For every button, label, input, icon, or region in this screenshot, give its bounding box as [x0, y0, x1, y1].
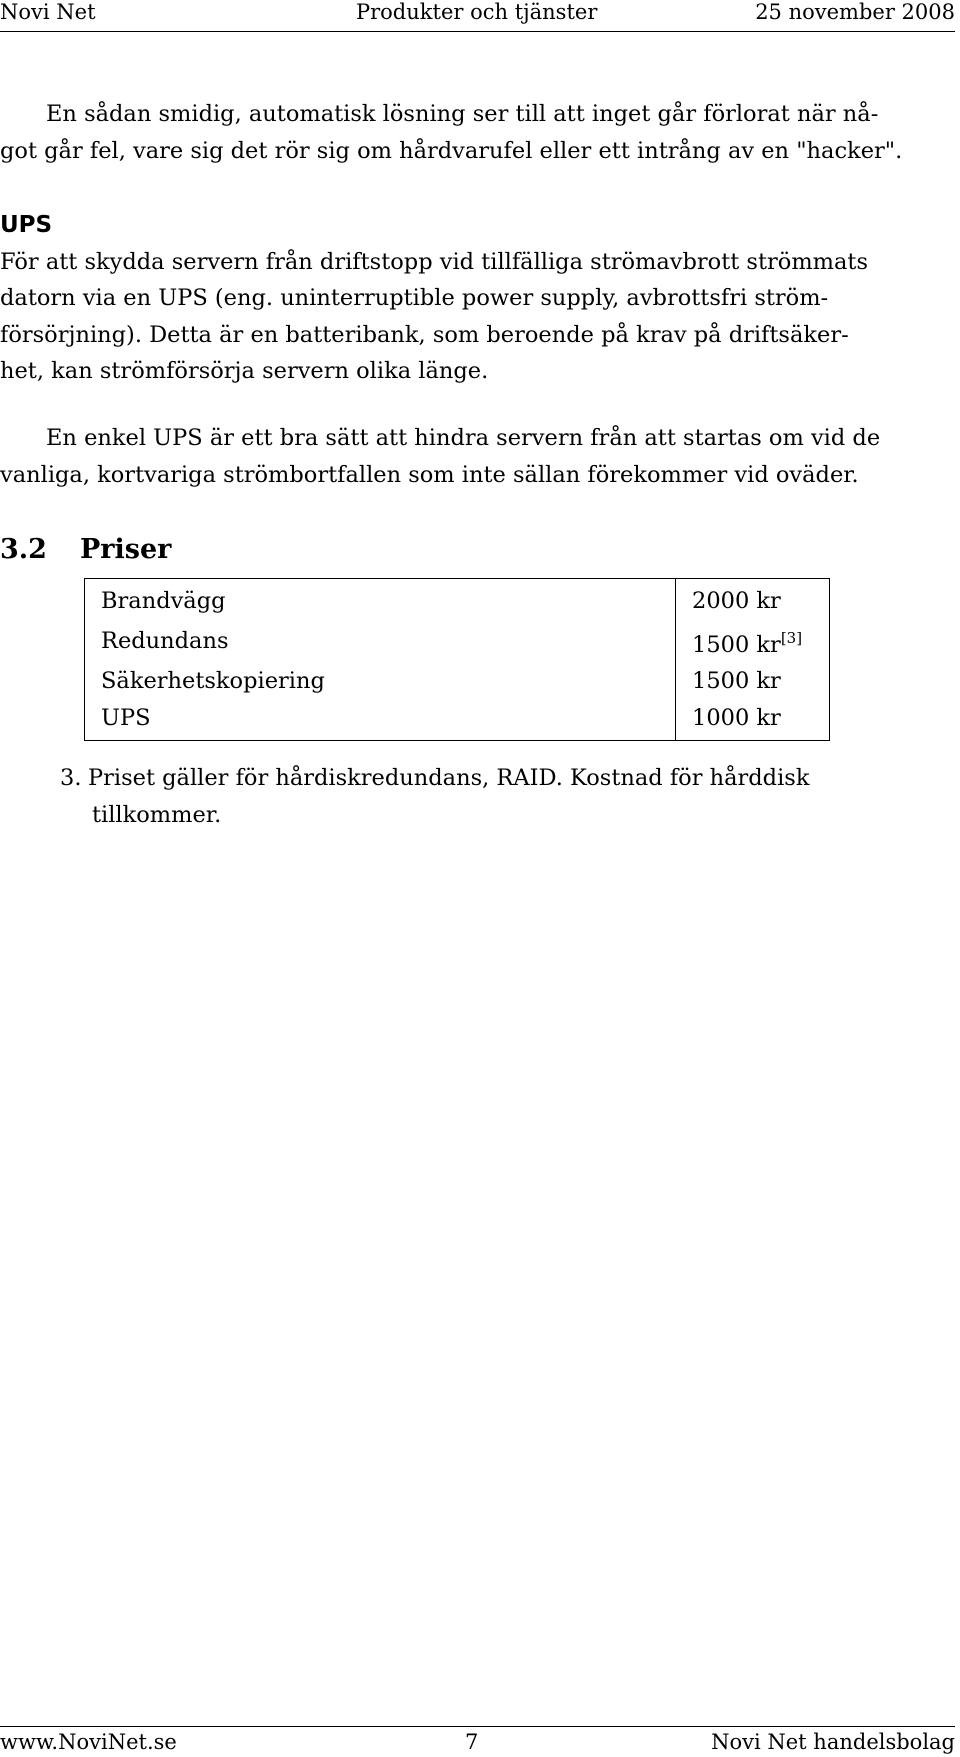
page-header: [0, 0, 955, 24]
footnote-line: tillkommer.: [92, 802, 222, 828]
table-row: [85, 663, 830, 700]
ups-line: het, kan strömförsörja servern olika länge.: [0, 358, 489, 384]
price-item: Säkerhetskopiering: [85, 663, 676, 700]
section-title: Priser: [80, 534, 172, 565]
ups-block: [0, 207, 868, 390]
header-rule: [0, 31, 955, 32]
ups-p2-line: En enkel UPS är ett bra sätt att hindra servern från att startas om vid de: [46, 425, 881, 451]
ups-line: försörjning). Detta är en batteribank, som beroende på krav på driftsäker-: [0, 321, 849, 348]
price-value: 2000 kr: [676, 579, 830, 620]
footnote-ref: [3]: [780, 628, 803, 647]
header-company: Novi Net: [0, 0, 96, 24]
table-row: [85, 579, 830, 620]
price-value: 1500 kr: [676, 663, 830, 700]
table-row: [85, 620, 830, 664]
intro-line: got går fel, vare sig det rör sig om hårdvarufel eller ett intrång av en "hacker".: [0, 137, 903, 164]
footer-company: Novi Net handelsbolag: [711, 1730, 955, 1754]
page-footer: [0, 1727, 955, 1757]
section-heading: [0, 532, 171, 568]
section-number: 3.2: [0, 534, 47, 565]
ups-paragraph-2: [0, 420, 955, 493]
header-document-title: Produkter och tjänster: [356, 0, 598, 24]
footnote: [60, 760, 940, 834]
footnote-number: 3.: [60, 765, 82, 791]
intro-line: En sådan smidig, automatisk lösning ser till att inget går förlorat när nå-: [46, 101, 879, 127]
ups-subheading: UPS: [0, 212, 53, 238]
ups-line: datorn via en UPS (eng. uninterruptible power supply, avbrottsfri ström-: [0, 285, 829, 311]
header-date: 25 november 2008: [755, 0, 955, 24]
price-table: [84, 578, 830, 741]
price-value: 1000 kr: [676, 700, 830, 741]
price-value: 1500 kr[3]: [676, 620, 830, 664]
ups-line: För att skydda servern från driftstopp vid tillfälliga strömavbrott strömmats: [0, 248, 868, 275]
intro-paragraph: [0, 96, 946, 169]
price-item: Redundans: [85, 620, 676, 664]
table-row: [85, 700, 830, 741]
page-number: 7: [465, 1730, 479, 1754]
footer-website: www.NoviNet.se: [0, 1730, 177, 1754]
price-item: Brandvägg: [85, 579, 676, 620]
price-item: UPS: [85, 700, 676, 741]
ups-p2-line: vanliga, kortvariga strömbortfallen som inte sällan förekommer vid oväder.: [0, 461, 859, 488]
footnote-line: Priset gäller för hårdiskredundans, RAID. Kostnad för hårddisk: [88, 765, 810, 791]
